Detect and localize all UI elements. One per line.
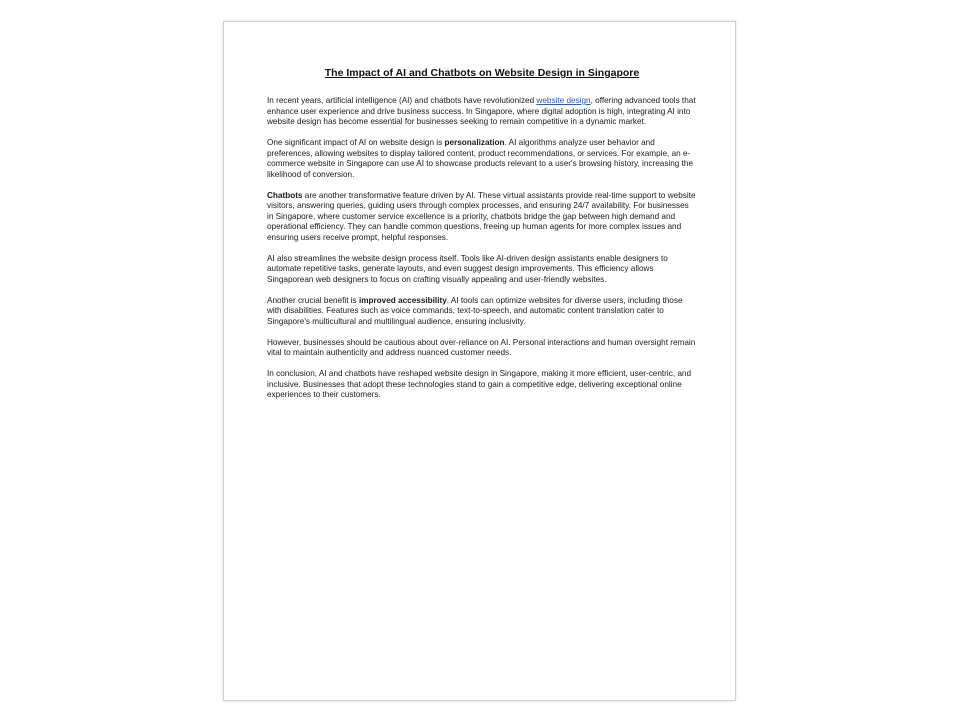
paragraph-personalization-text-start: One significant impact of AI on website design is <box>267 138 445 147</box>
website-design-link[interactable]: website design <box>536 96 591 105</box>
paragraph-caution: However, businesses should be cautious about over-reliance on AI. Personal interactions and human oversight remain vital to maintain authenticity and address nuanced customer needs. <box>267 337 696 357</box>
paragraph-personalization-text-end: . AI algorithms analyze user behavior and preferences, allowing websites to display tailored content, product recommendations, or services. For example, an e-commerce website in Singapore can use AI to showcase products relevant to a user's browsing history, increasing the likelihood of conversion. <box>267 138 694 179</box>
paragraph-chatbots <box>267 191 697 244</box>
paragraph-accessibility-text-end: . AI tools can optimize websites for diverse users, including those with disabilities. Features such as voice commands, text-to-speech, and automatic content translation cater to Singapore's multicultural and multilingual audience, ensuring inclusivity. <box>267 295 683 326</box>
accessibility-keyword: improved accessibility <box>358 295 447 305</box>
paragraph-intro-text-start: In recent years, artificial intelligence (AI) and chatbots have revolutionized <box>267 96 537 105</box>
paragraph-intro-text-end: , offering advanced tools that enhance user experience and drive business success. In Singapore, where digital adoption is high, integrating AI into website design has become essential for businesses seeking to remain competitive in a dynamic market. <box>267 96 696 126</box>
paragraph-accessibility <box>267 296 697 328</box>
document-body <box>267 67 697 411</box>
paragraph-personalization <box>267 138 697 180</box>
chatbots-keyword: Chatbots <box>267 190 303 200</box>
paragraph-design-process: AI also streamlines the website design process itself. Tools like AI-driven design assistants enable designers to automate repetitive tasks, generate layouts, and even suggest design improvements. This efficiency allows Singaporean web designers to focus on crafting visually appealing and user-friendly websites. <box>267 253 668 284</box>
document-page <box>223 21 736 701</box>
paragraph-chatbots-text: are another transformative feature driven by AI. These virtual assistants provide real-time support to website visitors, answering queries, guiding users through complex processes, and ensuring 24/7 availability. For businesses in Singapore, where customer service excellence is a priority, chatbots bridge the gap between high demand and operational efficiency. They can handle common questions, freeing up human agents for more complex issues and ensuring users receive prompt, helpful responses. <box>267 190 696 242</box>
paragraph-accessibility-text-start: Another crucial benefit is <box>267 295 359 305</box>
paragraph-conclusion: In conclusion, AI and chatbots have reshaped website design in Singapore, making it more efficient, user-centric, and inclusive. Businesses that adopt these technologies stand to gain a competitive edge, delivering exceptional online experiences to their customers. <box>267 369 692 399</box>
document-title: The Impact of AI and Chatbots on Website Design in Singapore <box>324 67 640 79</box>
paragraph-intro <box>267 96 697 128</box>
personalization-keyword: personalization <box>444 138 505 147</box>
